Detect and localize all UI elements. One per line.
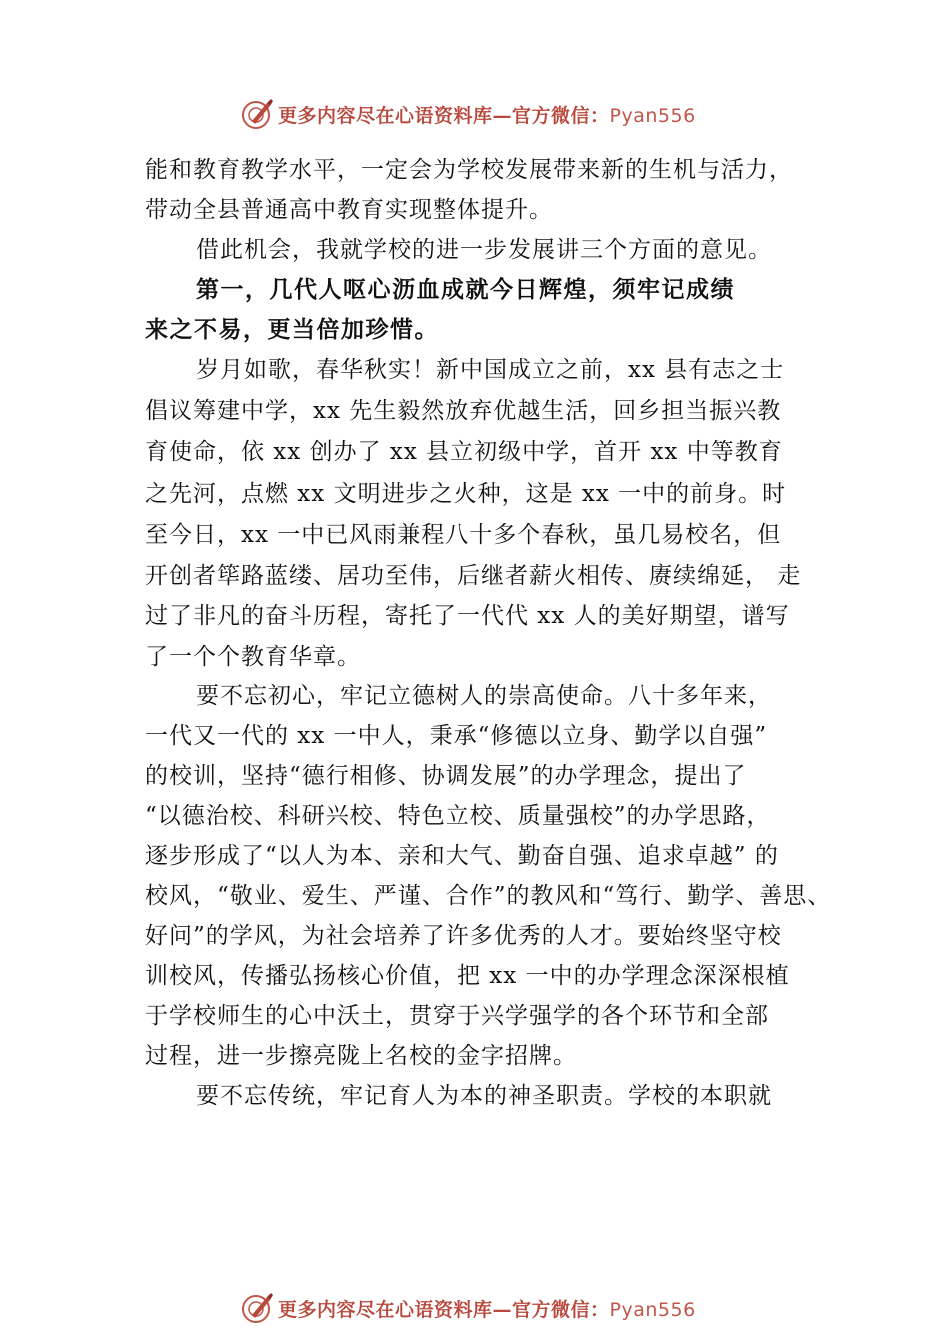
body-line: 了一个个教育华章。 — [145, 644, 361, 670]
body-line: 要不忘传统，牢记育人为本的神圣职责。学校的本职就 — [196, 1083, 772, 1109]
watermark-wechat-id: Pyan556 — [609, 1298, 696, 1321]
watermark-wechat-id: Pyan556 — [609, 104, 696, 127]
section-heading-line: 来之不易，更当倍加珍惜。 — [145, 317, 439, 343]
body-line: 育使命，依 xx 创办了 xx 县立初级中学，首开 xx 中等教育 — [145, 439, 783, 465]
body-line: 借此机会，我就学校的进一步发展讲三个方面的意见。 — [196, 237, 772, 263]
watermark-text — [278, 101, 696, 128]
watermark-label: 更多内容尽在心语资料库—官方微信： — [278, 1298, 610, 1321]
header-watermark — [240, 97, 760, 131]
pen-nib-seal-icon — [240, 1291, 274, 1325]
body-line: 至今日，xx 一中已风雨兼程八十多个春秋，虽几易校名，但 — [145, 522, 782, 548]
body-line: 倡议筹建中学，xx 先生毅然放弃优越生活，回乡担当振兴教 — [145, 398, 782, 424]
body-line: 好问”的学风，为社会培养了许多优秀的人才。要始终坚守校 — [145, 923, 782, 949]
body-line: 岁月如歌，春华秋实！新中国成立之前，xx 县有志之士 — [196, 357, 785, 383]
body-line: 校风，“敬业、爱生、严谨、合作”的教风和“笃行、勤学、善思、 — [145, 883, 832, 909]
body-line: 要不忘初心，牢记立德树人的崇高使命。八十多年来， — [196, 683, 772, 709]
section-heading-line: 第一，几代人呕心沥血成就今日辉煌，须牢记成绩 — [196, 277, 735, 303]
body-line: 训校风，传播弘扬核心价值，把 xx 一中的办学理念深深根植 — [145, 963, 790, 989]
watermark-label: 更多内容尽在心语资料库—官方微信： — [278, 104, 610, 127]
body-line: 于学校师生的心中沃土，贯穿于兴学强学的各个环节和全部 — [145, 1003, 769, 1029]
body-line: 一代又一代的 xx 一中人，秉承“修德以立身、勤学以自强” — [145, 723, 768, 749]
body-line: 开创者筚路蓝缕、居功至伟，后继者薪火相传、赓续绵延， 走 — [145, 563, 802, 589]
footer-watermark — [240, 1291, 760, 1325]
body-line: 之先河，点燃 xx 文明进步之火种，这是 xx 一中的前身。时 — [145, 481, 787, 507]
body-line: 过了非凡的奋斗历程，寄托了一代代 xx 人的美好期望，谱写 — [145, 603, 790, 629]
body-line: 逐步形成了“以人为本、亲和大气、勤奋自强、追求卓越” 的 — [145, 843, 779, 869]
pen-nib-seal-icon — [240, 97, 274, 131]
watermark-text — [278, 1295, 696, 1322]
body-line: 的校训，坚持“德行相修、协调发展”的办学理念，提出了 — [145, 763, 747, 789]
body-line: 带动全县普通高中教育实现整体提升。 — [145, 197, 553, 223]
body-line: “以德治校、科研兴校、特色立校、质量强校”的办学思路， — [145, 803, 771, 829]
body-line: 能和教育教学水平，一定会为学校发展带来新的生机与活力， — [145, 157, 793, 183]
body-line: 过程，进一步擦亮陇上名校的金字招牌。 — [145, 1043, 577, 1069]
